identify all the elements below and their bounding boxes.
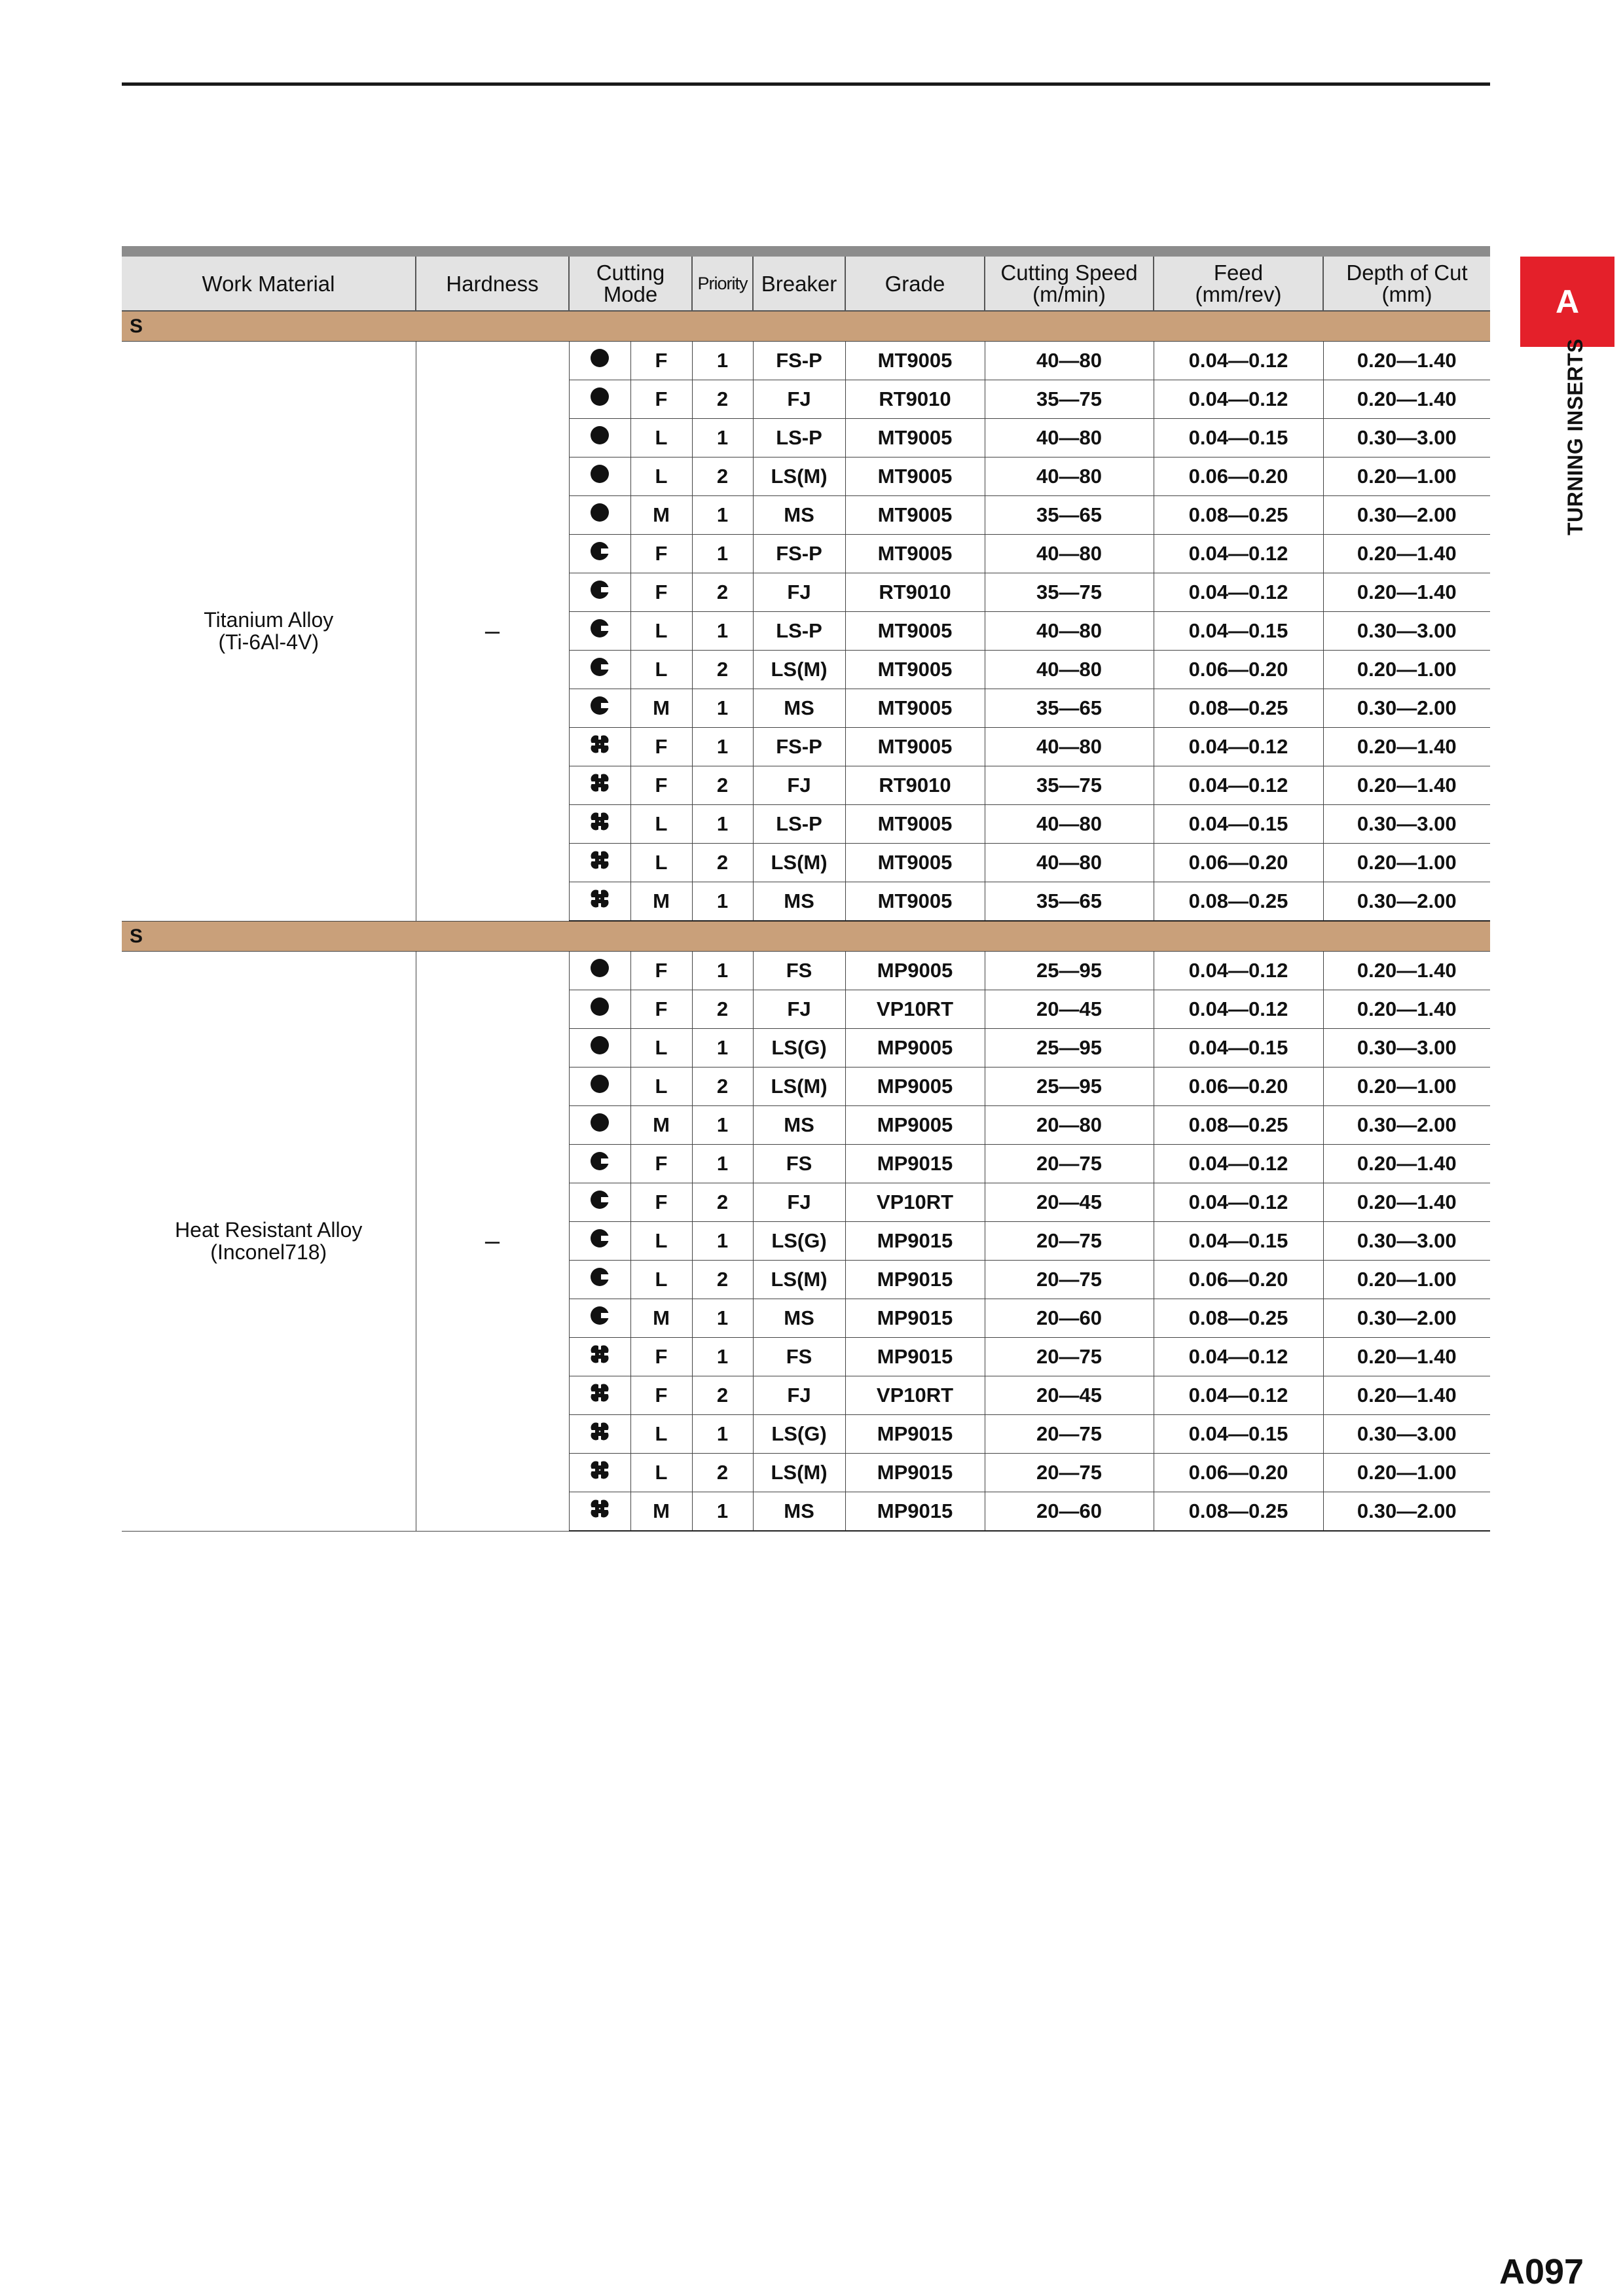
cutting-mode-cell: L — [630, 1454, 692, 1492]
insert-shape-cell — [569, 535, 630, 573]
breaker-cell: MS — [753, 689, 845, 728]
priority-cell: 1 — [692, 419, 753, 457]
grade-cell: MP9015 — [845, 1415, 985, 1454]
depth-of-cut-cell: 0.20—1.40 — [1323, 342, 1490, 380]
cutting-mode-cell: L — [630, 805, 692, 844]
depth-of-cut-cell: 0.20—1.40 — [1323, 1338, 1490, 1376]
breaker-cell: FJ — [753, 990, 845, 1029]
insert-shape-notch-icon — [590, 657, 610, 682]
grade-cell: VP10RT — [845, 1183, 985, 1222]
insert-shape-cell — [569, 882, 630, 922]
section-label: S — [122, 311, 1490, 342]
insert-shape-cross-icon — [590, 773, 610, 798]
breaker-cell: LS-P — [753, 805, 845, 844]
header-depth-of-cut: Depth of Cut (mm) — [1323, 257, 1490, 311]
section-row — [122, 311, 1490, 342]
section-label: S — [122, 921, 1490, 952]
grade-cell: MP9015 — [845, 1492, 985, 1532]
breaker-cell: LS(M) — [753, 844, 845, 882]
insert-shape-cell — [569, 1261, 630, 1299]
priority-cell: 1 — [692, 805, 753, 844]
grade-cell: RT9010 — [845, 766, 985, 805]
depth-of-cut-cell: 0.20—1.00 — [1323, 457, 1490, 496]
cutting-speed-cell: 25—95 — [985, 1029, 1154, 1067]
section-label-turning-inserts: TURNING INSERTS — [1563, 338, 1587, 535]
breaker-cell: LS(M) — [753, 1454, 845, 1492]
cutting-speed-cell: 20—75 — [985, 1454, 1154, 1492]
priority-cell: 1 — [692, 1222, 753, 1261]
insert-shape-circle-icon — [590, 1074, 610, 1099]
cutting-speed-cell: 40—80 — [985, 805, 1154, 844]
breaker-cell: FS — [753, 952, 845, 990]
depth-of-cut-cell: 0.20—1.00 — [1323, 1067, 1490, 1106]
cutting-speed-cell: 20—60 — [985, 1492, 1154, 1532]
insert-shape-cell — [569, 1415, 630, 1454]
insert-shape-cell — [569, 1299, 630, 1338]
breaker-cell: MS — [753, 1492, 845, 1532]
depth-of-cut-cell: 0.30—3.00 — [1323, 805, 1490, 844]
insert-shape-cross-icon — [590, 1422, 610, 1446]
cutting-speed-cell: 35—65 — [985, 496, 1154, 535]
insert-shape-cell — [569, 573, 630, 612]
feed-cell: 0.06—0.20 — [1154, 1454, 1323, 1492]
breaker-cell: FJ — [753, 766, 845, 805]
depth-of-cut-cell: 0.20—1.40 — [1323, 1145, 1490, 1183]
top-rule — [122, 82, 1490, 86]
depth-of-cut-cell: 0.20—1.00 — [1323, 651, 1490, 689]
priority-cell: 2 — [692, 990, 753, 1029]
header-cutting-mode: Cutting Mode — [569, 257, 692, 311]
header-breaker: Breaker — [753, 257, 845, 311]
insert-shape-cross-icon — [590, 850, 610, 875]
cutting-speed-cell: 35—65 — [985, 882, 1154, 922]
cutting-speed-cell: 40—80 — [985, 612, 1154, 651]
insert-shape-circle-icon — [590, 1035, 610, 1060]
feed-cell: 0.04—0.15 — [1154, 1029, 1323, 1067]
insert-shape-cell — [569, 990, 630, 1029]
insert-shape-cell — [569, 728, 630, 766]
priority-cell: 2 — [692, 573, 753, 612]
depth-of-cut-cell: 0.30—3.00 — [1323, 1029, 1490, 1067]
cutting-speed-cell: 20—75 — [985, 1338, 1154, 1376]
feed-cell: 0.04—0.12 — [1154, 573, 1323, 612]
feed-cell: 0.08—0.25 — [1154, 1106, 1323, 1145]
cutting-mode-cell: F — [630, 1183, 692, 1222]
depth-of-cut-cell: 0.20—1.40 — [1323, 952, 1490, 990]
depth-of-cut-cell: 0.20—1.00 — [1323, 1261, 1490, 1299]
table-row — [122, 952, 1490, 990]
breaker-cell: MS — [753, 1299, 845, 1338]
grade-cell: MT9005 — [845, 728, 985, 766]
insert-shape-notch-icon — [590, 619, 610, 643]
feed-cell: 0.04—0.12 — [1154, 535, 1323, 573]
insert-shape-notch-icon — [590, 696, 610, 721]
cutting-mode-cell: F — [630, 952, 692, 990]
breaker-cell: LS(G) — [753, 1222, 845, 1261]
cutting-speed-cell: 20—75 — [985, 1222, 1154, 1261]
cutting-speed-cell: 25—95 — [985, 1067, 1154, 1106]
priority-cell: 2 — [692, 1183, 753, 1222]
insert-shape-cell — [569, 342, 630, 380]
feed-cell: 0.06—0.20 — [1154, 1067, 1323, 1106]
priority-cell: 2 — [692, 1454, 753, 1492]
cutting-speed-cell: 20—45 — [985, 990, 1154, 1029]
grade-cell: MT9005 — [845, 496, 985, 535]
insert-shape-cell — [569, 419, 630, 457]
insert-shape-circle-icon — [590, 387, 610, 412]
cutting-mode-cell: F — [630, 990, 692, 1029]
priority-cell: 1 — [692, 1029, 753, 1067]
depth-of-cut-cell: 0.20—1.40 — [1323, 1183, 1490, 1222]
insert-shape-circle-icon — [590, 997, 610, 1022]
cutting-mode-cell: L — [630, 1029, 692, 1067]
grade-cell: MP9005 — [845, 1067, 985, 1106]
header-cutting-speed: Cutting Speed (m/min) — [985, 257, 1154, 311]
priority-cell: 1 — [692, 952, 753, 990]
breaker-cell: LS-P — [753, 419, 845, 457]
insert-shape-cell — [569, 689, 630, 728]
breaker-cell: LS(M) — [753, 1261, 845, 1299]
feed-cell: 0.04—0.12 — [1154, 1183, 1323, 1222]
depth-of-cut-cell: 0.20—1.40 — [1323, 1376, 1490, 1415]
depth-of-cut-cell: 0.20—1.40 — [1323, 380, 1490, 419]
insert-shape-cross-icon — [590, 1460, 610, 1485]
feed-cell: 0.04—0.12 — [1154, 766, 1323, 805]
feed-cell: 0.04—0.12 — [1154, 1145, 1323, 1183]
feed-cell: 0.04—0.15 — [1154, 1222, 1323, 1261]
cutting-mode-cell: M — [630, 882, 692, 922]
hardness-cell: – — [416, 952, 569, 1532]
depth-of-cut-cell: 0.20—1.40 — [1323, 535, 1490, 573]
header-work-material: Work Material — [122, 257, 416, 311]
breaker-cell: LS(G) — [753, 1029, 845, 1067]
priority-cell: 1 — [692, 1338, 753, 1376]
breaker-cell: FJ — [753, 1376, 845, 1415]
insert-shape-circle-icon — [590, 425, 610, 450]
breaker-cell: LS(M) — [753, 457, 845, 496]
breaker-cell: MS — [753, 882, 845, 922]
priority-cell: 2 — [692, 1067, 753, 1106]
cutting-mode-cell: F — [630, 1338, 692, 1376]
page-number: A097 — [1499, 2252, 1584, 2291]
priority-cell: 2 — [692, 380, 753, 419]
depth-of-cut-cell: 0.20—1.40 — [1323, 573, 1490, 612]
cutting-mode-cell: L — [630, 419, 692, 457]
grade-cell: MT9005 — [845, 457, 985, 496]
breaker-cell: FJ — [753, 1183, 845, 1222]
insert-shape-cross-icon — [590, 889, 610, 914]
insert-shape-cell — [569, 380, 630, 419]
group-titanium-alloy — [122, 311, 1490, 921]
priority-cell: 2 — [692, 651, 753, 689]
header-feed: Feed (mm/rev) — [1154, 257, 1323, 311]
insert-shape-cell — [569, 844, 630, 882]
feed-cell: 0.04—0.15 — [1154, 419, 1323, 457]
breaker-cell: LS(M) — [753, 1067, 845, 1106]
work-material-cell: Titanium Alloy (Ti-6Al-4V) — [122, 342, 416, 922]
cutting-speed-cell: 20—80 — [985, 1106, 1154, 1145]
feed-cell: 0.04—0.12 — [1154, 380, 1323, 419]
cutting-mode-cell: L — [630, 1261, 692, 1299]
cutting-speed-cell: 40—80 — [985, 728, 1154, 766]
breaker-cell: MS — [753, 1106, 845, 1145]
feed-cell: 0.06—0.20 — [1154, 844, 1323, 882]
insert-shape-cross-icon — [590, 1499, 610, 1524]
priority-cell: 1 — [692, 342, 753, 380]
grade-cell: MP9015 — [845, 1261, 985, 1299]
feed-cell: 0.08—0.25 — [1154, 496, 1323, 535]
grade-cell: MP9015 — [845, 1338, 985, 1376]
priority-cell: 1 — [692, 882, 753, 922]
cutting-mode-cell: F — [630, 380, 692, 419]
insert-shape-cell — [569, 1067, 630, 1106]
priority-cell: 2 — [692, 457, 753, 496]
grade-cell: MP9005 — [845, 1106, 985, 1145]
insert-shape-cell — [569, 952, 630, 990]
feed-cell: 0.04—0.12 — [1154, 728, 1323, 766]
feed-cell: 0.08—0.25 — [1154, 1492, 1323, 1532]
grade-cell: MP9015 — [845, 1145, 985, 1183]
depth-of-cut-cell: 0.20—1.00 — [1323, 1454, 1490, 1492]
cutting-speed-cell: 20—45 — [985, 1183, 1154, 1222]
breaker-cell: FS-P — [753, 342, 845, 380]
depth-of-cut-cell: 0.30—2.00 — [1323, 882, 1490, 922]
feed-cell: 0.04—0.12 — [1154, 990, 1323, 1029]
priority-cell: 1 — [692, 689, 753, 728]
depth-of-cut-cell: 0.30—2.00 — [1323, 1492, 1490, 1532]
insert-shape-circle-icon — [590, 503, 610, 528]
header-hardness: Hardness — [416, 257, 569, 311]
breaker-cell: FS-P — [753, 535, 845, 573]
insert-shape-cell — [569, 1376, 630, 1415]
feed-cell: 0.08—0.25 — [1154, 689, 1323, 728]
cutting-speed-cell: 35—75 — [985, 380, 1154, 419]
section-tab-a: A — [1520, 257, 1614, 347]
insert-shape-circle-icon — [590, 464, 610, 489]
insert-shape-notch-icon — [590, 1229, 610, 1253]
feed-cell: 0.04—0.15 — [1154, 805, 1323, 844]
depth-of-cut-cell: 0.20—1.40 — [1323, 766, 1490, 805]
priority-cell: 2 — [692, 1261, 753, 1299]
cutting-mode-cell: F — [630, 573, 692, 612]
breaker-cell: LS-P — [753, 612, 845, 651]
grade-cell: MP9015 — [845, 1222, 985, 1261]
insert-shape-cell — [569, 612, 630, 651]
insert-shape-circle-icon — [590, 348, 610, 373]
insert-shape-cell — [569, 1183, 630, 1222]
depth-of-cut-cell: 0.30—3.00 — [1323, 1415, 1490, 1454]
depth-of-cut-cell: 0.20—1.40 — [1323, 990, 1490, 1029]
table-top-bar — [122, 246, 1490, 257]
insert-shape-cell — [569, 1338, 630, 1376]
priority-cell: 1 — [692, 1299, 753, 1338]
cutting-mode-cell: L — [630, 844, 692, 882]
breaker-cell: LS(G) — [753, 1415, 845, 1454]
grade-cell: MT9005 — [845, 612, 985, 651]
breaker-cell: FJ — [753, 380, 845, 419]
depth-of-cut-cell: 0.20—1.40 — [1323, 728, 1490, 766]
cutting-speed-cell: 20—75 — [985, 1415, 1154, 1454]
grade-cell: MT9005 — [845, 535, 985, 573]
depth-of-cut-cell: 0.30—3.00 — [1323, 612, 1490, 651]
cutting-mode-cell: F — [630, 728, 692, 766]
depth-of-cut-cell: 0.30—2.00 — [1323, 689, 1490, 728]
priority-cell: 1 — [692, 496, 753, 535]
insert-shape-notch-icon — [590, 1190, 610, 1215]
cutting-speed-cell: 40—80 — [985, 651, 1154, 689]
insert-shape-cell — [569, 651, 630, 689]
grade-cell: MP9005 — [845, 952, 985, 990]
cutting-mode-cell: L — [630, 1415, 692, 1454]
feed-cell: 0.08—0.25 — [1154, 882, 1323, 922]
cutting-conditions-table — [122, 246, 1490, 1532]
feed-cell: 0.06—0.20 — [1154, 1261, 1323, 1299]
feed-cell: 0.06—0.20 — [1154, 457, 1323, 496]
cutting-speed-cell: 35—75 — [985, 766, 1154, 805]
grade-cell: RT9010 — [845, 380, 985, 419]
depth-of-cut-cell: 0.30—2.00 — [1323, 496, 1490, 535]
insert-shape-cell — [569, 1029, 630, 1067]
insert-shape-cross-icon — [590, 734, 610, 759]
grade-cell: MT9005 — [845, 419, 985, 457]
group-heat-resistant-alloy — [122, 921, 1490, 1531]
feed-cell: 0.04—0.12 — [1154, 952, 1323, 990]
depth-of-cut-cell: 0.30—2.00 — [1323, 1299, 1490, 1338]
header-grade: Grade — [845, 257, 985, 311]
priority-cell: 2 — [692, 844, 753, 882]
insert-shape-cell — [569, 1492, 630, 1532]
grade-cell: MP9005 — [845, 1029, 985, 1067]
table-header-row — [122, 257, 1490, 311]
priority-cell: 1 — [692, 612, 753, 651]
insert-shape-cross-icon — [590, 812, 610, 836]
cutting-speed-cell: 40—80 — [985, 844, 1154, 882]
feed-cell: 0.06—0.20 — [1154, 651, 1323, 689]
cutting-speed-cell: 20—75 — [985, 1145, 1154, 1183]
grade-cell: VP10RT — [845, 990, 985, 1029]
priority-cell: 1 — [692, 1106, 753, 1145]
grade-cell: VP10RT — [845, 1376, 985, 1415]
insert-shape-cross-icon — [590, 1344, 610, 1369]
insert-shape-notch-icon — [590, 1151, 610, 1176]
cutting-speed-cell: 40—80 — [985, 535, 1154, 573]
grade-cell: RT9010 — [845, 573, 985, 612]
breaker-cell: LS(M) — [753, 651, 845, 689]
cutting-mode-cell: M — [630, 496, 692, 535]
cutting-speed-cell: 25—95 — [985, 952, 1154, 990]
cutting-mode-cell: F — [630, 535, 692, 573]
cutting-mode-cell: F — [630, 1145, 692, 1183]
priority-cell: 2 — [692, 1376, 753, 1415]
cutting-mode-cell: L — [630, 1222, 692, 1261]
cutting-mode-cell: L — [630, 457, 692, 496]
depth-of-cut-cell: 0.30—3.00 — [1323, 1222, 1490, 1261]
work-material-cell: Heat Resistant Alloy (Inconel718) — [122, 952, 416, 1532]
priority-cell: 1 — [692, 1145, 753, 1183]
insert-shape-notch-icon — [590, 1267, 610, 1292]
insert-shape-notch-icon — [590, 541, 610, 566]
cutting-mode-cell: M — [630, 1106, 692, 1145]
insert-shape-cell — [569, 766, 630, 805]
grade-cell: MP9015 — [845, 1299, 985, 1338]
grade-cell: MP9015 — [845, 1454, 985, 1492]
section-row — [122, 921, 1490, 952]
header-priority: Priority — [692, 257, 753, 311]
feed-cell: 0.04—0.15 — [1154, 612, 1323, 651]
cutting-speed-cell: 35—65 — [985, 689, 1154, 728]
insert-shape-cell — [569, 1222, 630, 1261]
priority-cell: 1 — [692, 1415, 753, 1454]
depth-of-cut-cell: 0.30—2.00 — [1323, 1106, 1490, 1145]
depth-of-cut-cell: 0.20—1.00 — [1323, 844, 1490, 882]
feed-cell: 0.08—0.25 — [1154, 1299, 1323, 1338]
cutting-mode-cell: F — [630, 342, 692, 380]
grade-cell: MT9005 — [845, 882, 985, 922]
feed-cell: 0.04—0.15 — [1154, 1415, 1323, 1454]
cutting-speed-cell: 40—80 — [985, 342, 1154, 380]
grade-cell: MT9005 — [845, 651, 985, 689]
cutting-speed-cell: 20—45 — [985, 1376, 1154, 1415]
hardness-cell: – — [416, 342, 569, 922]
priority-cell: 1 — [692, 535, 753, 573]
insert-shape-notch-icon — [590, 1306, 610, 1331]
cutting-mode-cell: L — [630, 651, 692, 689]
cutting-speed-cell: 40—80 — [985, 419, 1154, 457]
grade-cell: MT9005 — [845, 844, 985, 882]
insert-shape-cell — [569, 496, 630, 535]
cutting-mode-cell: M — [630, 1299, 692, 1338]
cutting-mode-cell: L — [630, 1067, 692, 1106]
breaker-cell: FS — [753, 1338, 845, 1376]
cutting-speed-cell: 20—60 — [985, 1299, 1154, 1338]
cutting-mode-cell: M — [630, 689, 692, 728]
feed-cell: 0.04—0.12 — [1154, 1376, 1323, 1415]
insert-shape-cell — [569, 457, 630, 496]
insert-shape-notch-icon — [590, 580, 610, 605]
priority-cell: 1 — [692, 728, 753, 766]
insert-shape-cell — [569, 805, 630, 844]
insert-shape-cell — [569, 1454, 630, 1492]
cutting-mode-cell: F — [630, 766, 692, 805]
cutting-mode-cell: M — [630, 1492, 692, 1532]
insert-shape-circle-icon — [590, 1113, 610, 1138]
breaker-cell: FS-P — [753, 728, 845, 766]
grade-cell: MT9005 — [845, 689, 985, 728]
cutting-mode-cell: F — [630, 1376, 692, 1415]
priority-cell: 2 — [692, 766, 753, 805]
insert-shape-cross-icon — [590, 1383, 610, 1408]
cutting-speed-cell: 35—75 — [985, 573, 1154, 612]
breaker-cell: FS — [753, 1145, 845, 1183]
breaker-cell: MS — [753, 496, 845, 535]
insert-shape-cell — [569, 1106, 630, 1145]
cutting-mode-cell: L — [630, 612, 692, 651]
cutting-speed-cell: 20—75 — [985, 1261, 1154, 1299]
table-row — [122, 342, 1490, 380]
insert-shape-cell — [569, 1145, 630, 1183]
grade-cell: MT9005 — [845, 342, 985, 380]
feed-cell: 0.04—0.12 — [1154, 342, 1323, 380]
breaker-cell: FJ — [753, 573, 845, 612]
insert-shape-circle-icon — [590, 958, 610, 983]
grade-cell: MT9005 — [845, 805, 985, 844]
cutting-speed-cell: 40—80 — [985, 457, 1154, 496]
priority-cell: 1 — [692, 1492, 753, 1532]
feed-cell: 0.04—0.12 — [1154, 1338, 1323, 1376]
depth-of-cut-cell: 0.30—3.00 — [1323, 419, 1490, 457]
